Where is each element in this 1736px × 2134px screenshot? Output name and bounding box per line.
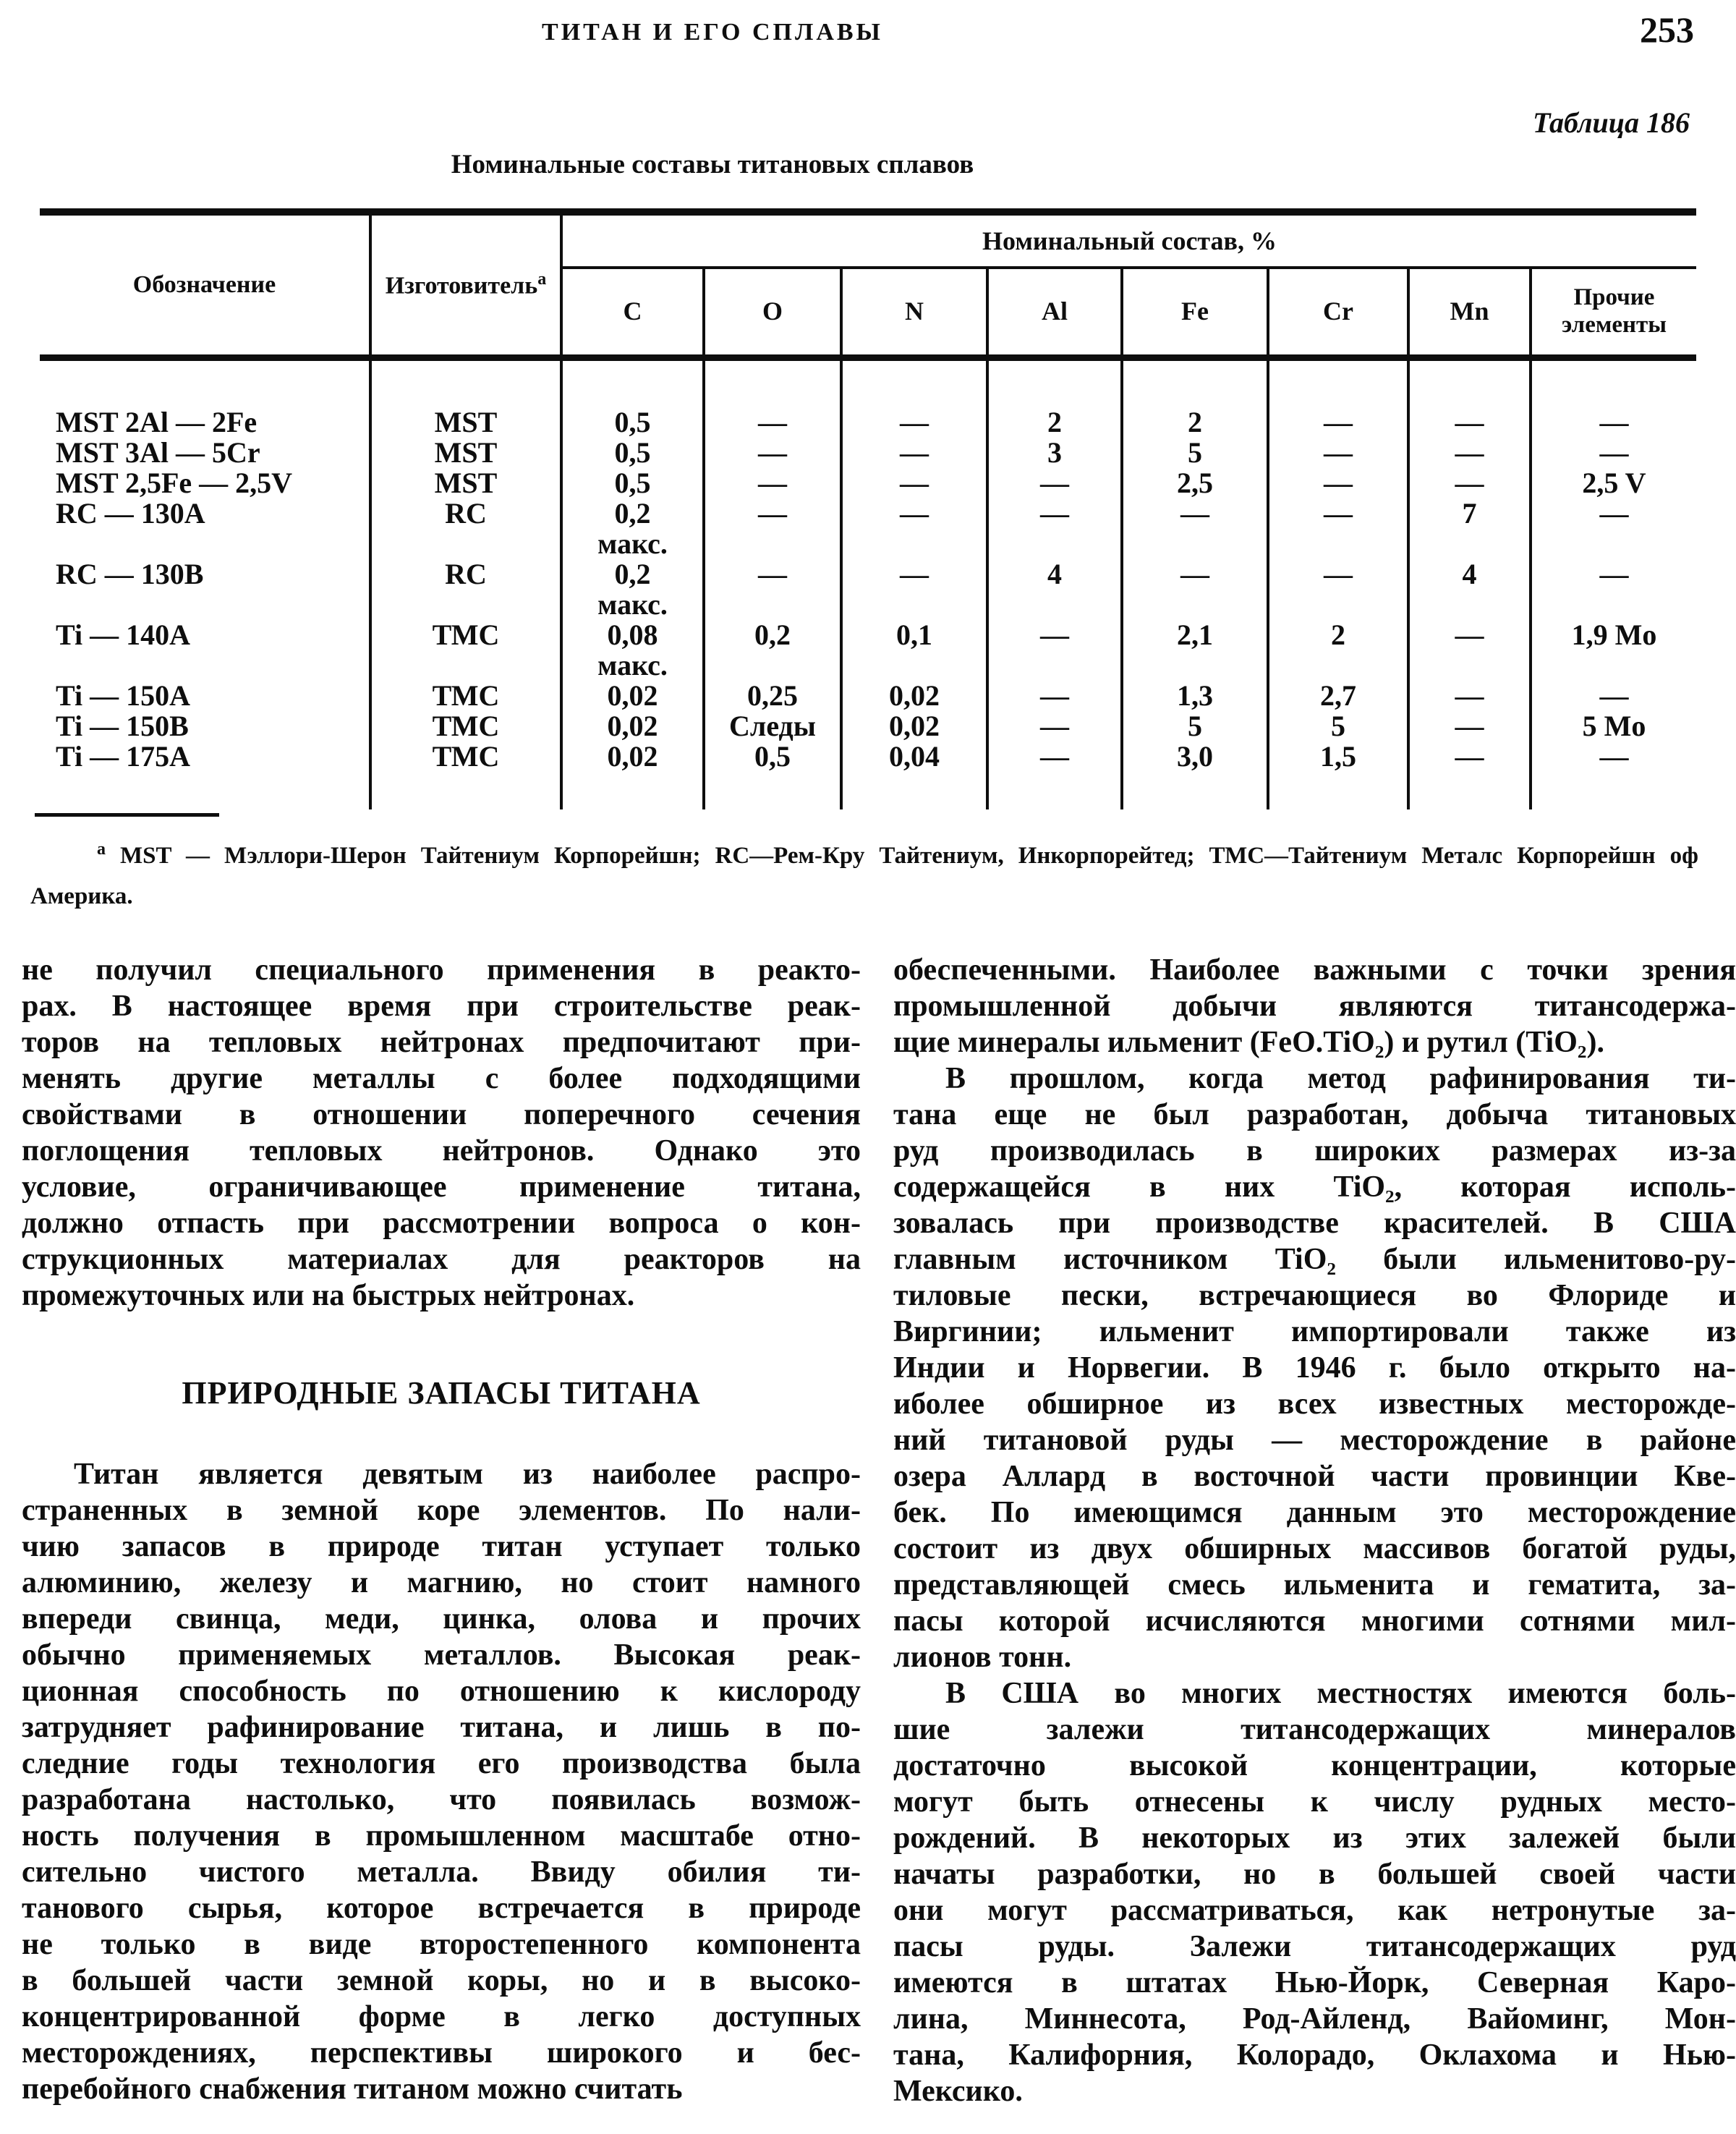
- cell-line: 2: [1047, 406, 1062, 438]
- text-line: поглощения тепловых нейтронов. Однако это: [22, 1134, 861, 1168]
- cell-line: 3: [1047, 436, 1062, 469]
- cell-line: RC — 130B: [56, 558, 204, 590]
- cell-cr: [1268, 358, 1408, 438]
- cell-line: —: [900, 406, 929, 438]
- paragraph: [22, 1456, 861, 2107]
- text-line: пасы руды. Залежи титансодержащих руд: [893, 1930, 1736, 1963]
- cell-o: [704, 498, 841, 559]
- text-line: обеспеченными. Наиболее важными с точки зрения: [893, 953, 1736, 987]
- cell-other: [1531, 438, 1696, 468]
- cell-other: [1531, 681, 1696, 711]
- cell-line: —: [758, 436, 787, 469]
- table-caption: Таблица 186: [1533, 106, 1690, 139]
- cell-designation: [40, 711, 370, 741]
- footnote-separator-line: [35, 813, 219, 817]
- text-line: тана, Калифорния, Колорадо, Оклахома и Нью-: [893, 2039, 1736, 2072]
- cell-maker: [370, 620, 561, 681]
- cell-fe: [1122, 620, 1268, 681]
- cell-line: —: [1040, 710, 1069, 742]
- text-line: Индии и Норвегии. В 1946 г. было открыто на-: [893, 1351, 1736, 1385]
- cell-mn: [1408, 498, 1531, 559]
- cell-line: —: [1180, 558, 1209, 590]
- cell-maker: [370, 498, 561, 559]
- cell-mn: [1408, 741, 1531, 809]
- text-line: менять другие металлы с более подходящими: [22, 1062, 861, 1095]
- cell-line: Следы: [728, 710, 817, 742]
- cell-mn: [1408, 681, 1531, 711]
- cell-line: 0,1: [896, 618, 932, 651]
- cell-o: [704, 681, 841, 711]
- cell-c: [561, 681, 704, 711]
- cell-al: [987, 711, 1122, 741]
- cell-line: 5: [1188, 436, 1202, 469]
- table-row: [40, 498, 1696, 559]
- cell-line: 2: [1188, 406, 1202, 438]
- cell-line: 2,7: [1320, 679, 1356, 712]
- cell-n: [841, 620, 987, 681]
- text-line: ность получения в промышленном масштабе отно-: [22, 1819, 861, 1853]
- cell-cr: [1268, 741, 1408, 809]
- cell-line: —: [758, 467, 787, 499]
- cell-line: макс.: [597, 588, 668, 621]
- text-line: алюминию, железу и магнию, но стоит намного: [22, 1566, 861, 1599]
- cell-n: [841, 358, 987, 438]
- paragraph: [893, 1675, 1736, 2109]
- cell-fe: [1122, 559, 1268, 620]
- cell-line: —: [1180, 497, 1209, 530]
- cell-cr: [1268, 620, 1408, 681]
- cell-line: 0,2: [614, 558, 651, 590]
- cell-line: макс.: [597, 527, 668, 560]
- text-line: состоит из двух обширных массивов богатой руды,: [893, 1532, 1736, 1565]
- cell-line: 3,0: [1177, 740, 1213, 773]
- table-title: Номинальные составы титановых сплавов: [451, 150, 974, 179]
- text-line: торов на тепловых нейтронах предпочитают при-: [22, 1026, 861, 1059]
- cell-line: —: [1455, 710, 1484, 742]
- cell-line: —: [1040, 467, 1069, 499]
- cell-line: RC: [445, 558, 487, 590]
- left-text-column: [22, 952, 861, 2109]
- cell-mn: [1408, 559, 1531, 620]
- cell-n: [841, 559, 987, 620]
- text-line: свойствами в отношении поперечного сечения: [22, 1098, 861, 1131]
- table-header-row-top: [40, 212, 1696, 268]
- cell-line: —: [1324, 436, 1353, 469]
- cell-line: —: [1455, 679, 1484, 712]
- text-line: шие залежи титансодержащих минералов: [893, 1713, 1736, 1746]
- cell-o: [704, 559, 841, 620]
- cell-line: MST: [434, 406, 498, 438]
- cell-maker: [370, 438, 561, 468]
- cell-other: [1531, 358, 1696, 438]
- cell-line: —: [1040, 740, 1069, 773]
- paragraph: [893, 1060, 1736, 1675]
- cell-mn: [1408, 620, 1531, 681]
- cell-designation: [40, 438, 370, 468]
- cell-c: [561, 468, 704, 498]
- cell-cr: [1268, 468, 1408, 498]
- text-line: страненных в земной коре элементов. По нали-: [22, 1494, 861, 1527]
- cell-line: 0,5: [614, 406, 651, 438]
- text-line: затрудняет рафинирование титана, и лишь в по-: [22, 1711, 861, 1744]
- table-row: [40, 468, 1696, 498]
- cell-c: [561, 741, 704, 809]
- cell-c: [561, 498, 704, 559]
- table-row: [40, 620, 1696, 681]
- text-line: они могут рассматриваться, как нетронутые за-: [893, 1894, 1736, 1927]
- cell-line: —: [1455, 740, 1484, 773]
- table-row: [40, 559, 1696, 620]
- cell-designation: [40, 358, 370, 438]
- cell-fe: [1122, 498, 1268, 559]
- right-text-column: [893, 952, 1736, 2109]
- table-row: [40, 681, 1696, 711]
- cell-maker: [370, 711, 561, 741]
- cell-cr: [1268, 498, 1408, 559]
- cell-maker: [370, 468, 561, 498]
- cell-designation: [40, 498, 370, 559]
- cell-line: 0,04: [889, 740, 940, 773]
- cell-line: RC: [445, 497, 487, 530]
- paragraph: [893, 952, 1736, 1060]
- column-header-mn: Mn: [1408, 268, 1531, 358]
- cell-cr: [1268, 559, 1408, 620]
- cell-line: —: [1599, 497, 1629, 530]
- cell-other: [1531, 498, 1696, 559]
- cell-designation: [40, 468, 370, 498]
- cell-c: [561, 559, 704, 620]
- text-line: иболее обширное из всех известных месторожде-: [893, 1387, 1736, 1421]
- text-line: сительно чистого металла. Ввиду обилия ти-: [22, 1855, 861, 1889]
- text-line: лионов тонн.: [893, 1641, 1072, 1674]
- cell-designation: [40, 559, 370, 620]
- cell-line: 2: [1331, 618, 1345, 651]
- cell-line: —: [758, 406, 787, 438]
- text-line: Титан является девятым из наиболее распро-: [74, 1458, 861, 1491]
- cell-line: MST: [434, 436, 498, 469]
- cell-al: [987, 559, 1122, 620]
- column-header-n: N: [841, 268, 987, 358]
- cell-line: 5: [1188, 710, 1202, 742]
- text-line: щие минералы ильменит (FeO.TiO₂) и рутил (TiO₂).: [893, 1026, 1604, 1059]
- cell-al: [987, 468, 1122, 498]
- cell-mn: [1408, 438, 1531, 468]
- text-line: в большей части земной коры, но и в высоко-: [22, 1964, 861, 1997]
- alloy-table-body: [40, 358, 1696, 810]
- cell-line: ТМС: [432, 679, 500, 712]
- cell-line: —: [900, 558, 929, 590]
- cell-cr: [1268, 681, 1408, 711]
- cell-al: [987, 438, 1122, 468]
- cell-line: —: [1040, 679, 1069, 712]
- cell-line: —: [1599, 406, 1629, 438]
- cell-o: [704, 711, 841, 741]
- text-line: имеются в штатах Нью-Йорк, Северная Каро-: [893, 1966, 1736, 1999]
- text-line: достаточно высокой концентрации, которые: [893, 1749, 1736, 1782]
- cell-line: Ti — 150B: [56, 710, 189, 742]
- text-line: не получил специального применения в реакто-: [22, 953, 861, 987]
- text-line: разработана настолько, что появилась возмож-: [22, 1783, 861, 1816]
- text-line: тиловые пески, встречающиеся во Флориде и: [893, 1279, 1736, 1312]
- text-line: струкционных материалах для реакторов на: [22, 1243, 861, 1276]
- alloy-composition-table: [40, 208, 1696, 809]
- text-line: впереди свинца, меди, цинка, олова и прочих: [22, 1602, 861, 1636]
- cell-designation: [40, 681, 370, 711]
- cell-other: [1531, 620, 1696, 681]
- cell-n: [841, 438, 987, 468]
- cell-line: 1,3: [1177, 679, 1213, 712]
- cell-al: [987, 358, 1122, 438]
- cell-line: —: [1324, 406, 1353, 438]
- cell-line: 4: [1462, 558, 1477, 590]
- cell-line: 0,02: [889, 710, 940, 742]
- text-line: должно отпасть при рассмотрении вопроса о кон-: [22, 1207, 861, 1240]
- text-line: главным источником TiO₂ были ильменитово-ру-: [893, 1243, 1736, 1276]
- cell-line: —: [1599, 679, 1629, 712]
- cell-line: —: [1324, 497, 1353, 530]
- cell-line: 0,02: [607, 679, 658, 712]
- cell-al: [987, 498, 1122, 559]
- cell-line: —: [1455, 436, 1484, 469]
- column-header-c: C: [561, 268, 704, 358]
- cell-line: 4: [1047, 558, 1062, 590]
- cell-line: 0,08: [607, 618, 658, 651]
- text-line: бек. По имеющимся данным это месторождение: [893, 1496, 1736, 1529]
- text-line: лина, Миннесота, Род-Айленд, Вайоминг, Мон-: [893, 2002, 1736, 2036]
- cell-line: 2,5 V: [1582, 467, 1646, 499]
- cell-line: —: [1599, 740, 1629, 773]
- cell-maker: [370, 741, 561, 809]
- table-footnote: [30, 829, 1698, 917]
- cell-fe: [1122, 741, 1268, 809]
- cell-line: 0,25: [747, 679, 798, 712]
- text-line: концентрированной форме в легко доступных: [22, 2000, 861, 2033]
- cell-mn: [1408, 711, 1531, 741]
- cell-other: [1531, 741, 1696, 809]
- cell-o: [704, 358, 841, 438]
- text-line: рождений. В некоторых из этих залежей были: [893, 1821, 1736, 1855]
- cell-other: [1531, 711, 1696, 741]
- cell-cr: [1268, 711, 1408, 741]
- cell-line: —: [1324, 558, 1353, 590]
- cell-line: —: [1324, 467, 1353, 499]
- paragraph: [22, 952, 861, 1314]
- maker-footnote-mark: а: [537, 270, 547, 289]
- cell-line: 5 Mo: [1582, 710, 1646, 742]
- cell-al: [987, 681, 1122, 711]
- cell-line: 1,5: [1320, 740, 1356, 773]
- text-line: условие, ограничивающее применение титана,: [22, 1170, 861, 1204]
- table-row: [40, 711, 1696, 741]
- cell-fe: [1122, 358, 1268, 438]
- column-header-other-elements: Прочие элементы: [1531, 268, 1696, 358]
- cell-line: 0,02: [607, 740, 658, 773]
- text-line: Мексико.: [893, 2075, 1023, 2108]
- table-row: [40, 438, 1696, 468]
- footnote-line: Америка.: [30, 883, 133, 909]
- cell-line: 1,9 Mo: [1571, 618, 1657, 651]
- cell-line: —: [900, 467, 929, 499]
- text-line: промышленной добычи являются титансодержа-: [893, 990, 1736, 1023]
- cell-c: [561, 711, 704, 741]
- cell-fe: [1122, 438, 1268, 468]
- cell-o: [704, 741, 841, 809]
- cell-line: —: [1455, 618, 1484, 651]
- column-header-maker: [370, 212, 561, 358]
- cell-line: ТМС: [432, 710, 500, 742]
- text-line: ний титановой руды — месторождение в районе: [893, 1424, 1736, 1457]
- cell-line: 0,02: [607, 710, 658, 742]
- cell-mn: [1408, 358, 1531, 438]
- table-row: [40, 741, 1696, 809]
- column-header-al: Al: [987, 268, 1122, 358]
- cell-line: —: [900, 497, 929, 530]
- cell-c: [561, 438, 704, 468]
- footnote-mark: а: [97, 840, 106, 859]
- cell-line: —: [758, 497, 787, 530]
- text-line: озера Аллард в восточной части провинции Кве-: [893, 1460, 1736, 1493]
- cell-line: 0,5: [614, 467, 651, 499]
- text-line: рах. В настоящее время при строительстве реак-: [22, 990, 861, 1023]
- text-line: чию запасов в природе титан уступает только: [22, 1530, 861, 1563]
- column-header-cr: Cr: [1268, 268, 1408, 358]
- cell-other: [1531, 559, 1696, 620]
- cell-line: MST 3Al — 5Cr: [56, 436, 260, 469]
- cell-maker: [370, 559, 561, 620]
- cell-line: 5: [1331, 710, 1345, 742]
- cell-o: [704, 468, 841, 498]
- cell-n: [841, 711, 987, 741]
- cell-line: —: [1040, 618, 1069, 651]
- cell-maker: [370, 681, 561, 711]
- cell-line: MST: [434, 467, 498, 499]
- cell-line: —: [1455, 467, 1484, 499]
- cell-line: Ti — 175A: [56, 740, 190, 773]
- cell-line: 0,5: [614, 436, 651, 469]
- cell-o: [704, 438, 841, 468]
- text-line: тана еще не был разработан, добыча титановых: [893, 1098, 1736, 1131]
- cell-al: [987, 620, 1122, 681]
- text-line: танового сырья, которое встречается в природе: [22, 1892, 861, 1925]
- cell-c: [561, 358, 704, 438]
- body-text-columns: [22, 952, 1736, 2109]
- page-number: 253: [1640, 9, 1694, 50]
- cell-line: —: [1455, 406, 1484, 438]
- section-heading: ПРИРОДНЫЕ ЗАПАСЫ ТИТАНА: [182, 1375, 701, 1411]
- cell-line: —: [758, 558, 787, 590]
- column-header-fe: Fe: [1122, 268, 1268, 358]
- cell-line: Ti — 140A: [56, 618, 190, 651]
- text-line: обычно применяемых металлов. Высокая реак-: [22, 1638, 861, 1672]
- cell-line: макс.: [597, 649, 668, 681]
- cell-line: RC — 130A: [56, 497, 205, 530]
- cell-line: MST 2Al — 2Fe: [56, 406, 258, 438]
- text-line: промежуточных или на быстрых нейтронах.: [22, 1279, 635, 1312]
- cell-line: —: [900, 436, 929, 469]
- text-line: не только в виде второстепенного компонента: [22, 1928, 861, 1961]
- cell-designation: [40, 741, 370, 809]
- cell-other: [1531, 468, 1696, 498]
- cell-maker: [370, 358, 561, 438]
- cell-line: 0,5: [754, 740, 791, 773]
- cell-cr: [1268, 438, 1408, 468]
- cell-al: [987, 741, 1122, 809]
- text-line: следние годы технология его производства была: [22, 1747, 861, 1780]
- cell-line: Ti — 150A: [56, 679, 190, 712]
- cell-line: ТМС: [432, 740, 500, 773]
- column-header-designation: Обозначение: [40, 212, 370, 358]
- cell-designation: [40, 620, 370, 681]
- cell-line: 7: [1462, 497, 1477, 530]
- cell-n: [841, 498, 987, 559]
- cell-mn: [1408, 468, 1531, 498]
- text-line: представляющей смесь ильменита и гематита, за-: [893, 1568, 1736, 1602]
- text-line: могут быть отнесены к числу рудных место-: [893, 1785, 1736, 1819]
- text-line: руд производилась в широких размерах из-за: [893, 1134, 1736, 1168]
- text-line: перебойного снабжения титаном можно считать: [22, 2073, 683, 2106]
- cell-line: —: [1599, 436, 1629, 469]
- running-head: ТИТАН И ЕГО СПЛАВЫ: [542, 19, 883, 46]
- text-line: Виргинии; ильменит импортировали также из: [893, 1315, 1736, 1348]
- text-line: ционная способность по отношению к кислороду: [22, 1675, 861, 1708]
- text-line: В прошлом, когда метод рафинирования ти-: [945, 1062, 1736, 1095]
- text-line: зовалась при производстве красителей. В США: [893, 1207, 1736, 1240]
- text-line: пасы которой исчисляются многими сотнями мил-: [893, 1604, 1736, 1638]
- column-header-maker-label: Изготовитель: [385, 272, 538, 299]
- column-group-header-composition: Номинальный состав, %: [561, 212, 1696, 268]
- cell-line: —: [1599, 558, 1629, 590]
- table-header: [40, 212, 1696, 358]
- cell-c: [561, 620, 704, 681]
- cell-n: [841, 681, 987, 711]
- footnote-line: [30, 829, 1698, 876]
- text-line: В США во многих местностях имеются боль-: [945, 1677, 1736, 1710]
- cell-n: [841, 468, 987, 498]
- cell-line: 2,1: [1177, 618, 1213, 651]
- cell-fe: [1122, 681, 1268, 711]
- cell-line: —: [1040, 497, 1069, 530]
- table-row: [40, 358, 1696, 438]
- cell-fe: [1122, 468, 1268, 498]
- text-line: содержащейся в них TiO₂, которая исполь-: [893, 1170, 1736, 1204]
- cell-fe: [1122, 711, 1268, 741]
- footnote-text: MST — Мэллори-Шерон Тайтениум Корпорейшн; RC—Рем-Кру Тайтениум, Инкорпорейтед; ТМС—Тайтениум Металс Корпорейшн оф: [120, 843, 1699, 869]
- text-line: месторождениях, перспективы широкого и бес-: [22, 2036, 861, 2070]
- cell-line: ТМС: [432, 618, 500, 651]
- column-header-o: O: [704, 268, 841, 358]
- cell-line: MST 2,5Fe — 2,5V: [56, 467, 293, 499]
- cell-o: [704, 620, 841, 681]
- cell-line: 0,2: [614, 497, 651, 530]
- cell-line: 2,5: [1177, 467, 1213, 499]
- text-line: начаты разработки, но в большей своей части: [893, 1858, 1736, 1891]
- cell-line: 0,2: [754, 618, 791, 651]
- cell-n: [841, 741, 987, 809]
- cell-line: 0,02: [889, 679, 940, 712]
